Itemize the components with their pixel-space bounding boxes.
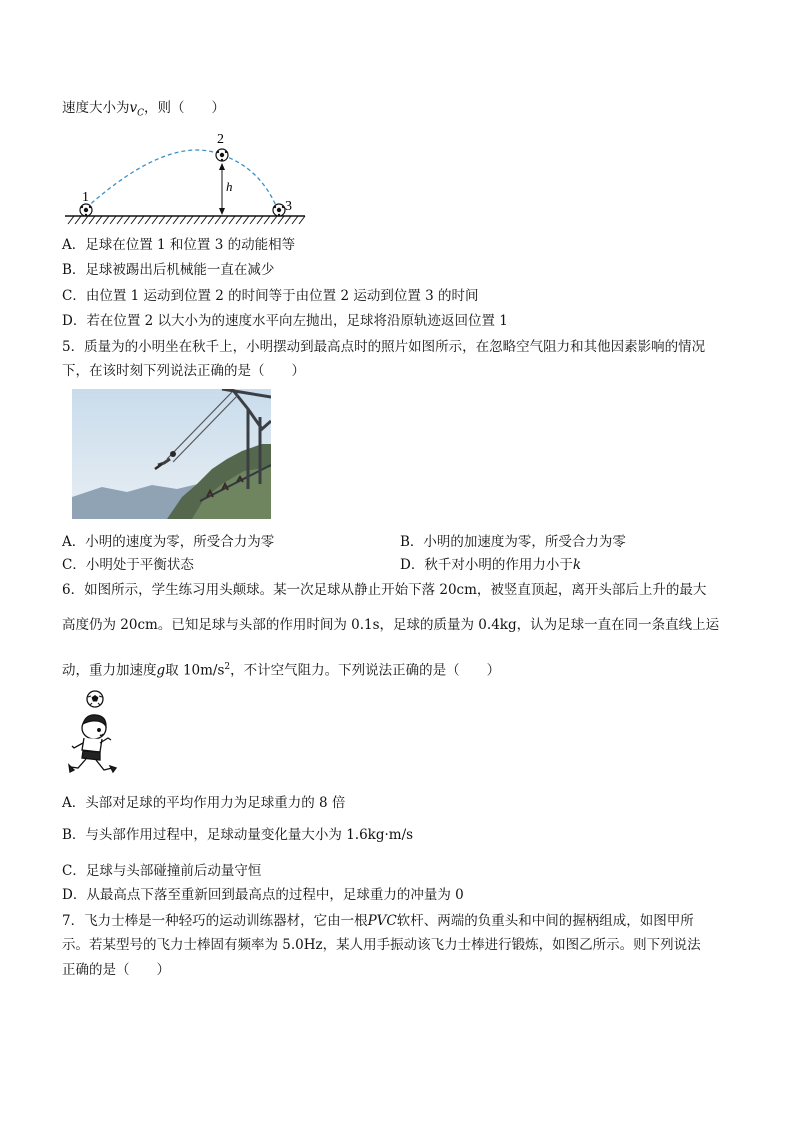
q5-option-d (400, 556, 581, 574)
q4-stem-tail (62, 99, 225, 123)
ball-3-icon (273, 204, 285, 216)
trajectory-curve (86, 150, 277, 208)
q6-option-c: C．足球与头部碰撞前后动量守恒 (62, 863, 262, 879)
q5-option-b: B．小明的加速度为零，所受合力为零 (400, 534, 626, 550)
q5-option-c: C．小明处于平衡状态 (62, 557, 194, 573)
q4-stem-suffix: ，则（ ） (144, 100, 226, 116)
q7-line-1-prefix: 7．飞力士棒是一种轻巧的运动训练器材，它由一根 (62, 913, 368, 929)
gravity-var: g (156, 662, 166, 679)
q6-option-d: D．从最高点下落至重新回到最高点的过程中，足球重力的冲量为 0 (62, 887, 464, 903)
pvc-var: PVC (367, 913, 397, 929)
q7-line-2: 示。若某型号的飞力士棒固有频率为 5.0Hz，某人用手振动该飞力士棒进行锻炼，如图乙所示。则下列说法 (62, 937, 701, 953)
ball-1-icon (80, 204, 92, 216)
q6-line-3-suffix: ，不计空气阻力。下列说法正确的是（ ） (230, 662, 501, 679)
q5-line-2: 下，在该时刻下列说法正确的是（ ） (62, 363, 305, 379)
position-label-1: 1 (82, 190, 89, 205)
heading-ball-figure (62, 688, 122, 788)
q4-option-d: D．若在位置 2 以大小为的速度水平向左抛出，足球将沿原轨迹返回位置 1 (62, 313, 508, 329)
swing-photo (72, 389, 271, 519)
child-icon (69, 715, 116, 772)
height-label: h (226, 179, 233, 194)
position-label-2: 2 (217, 132, 224, 147)
q6-line-2: 高度仍为 20cm。已知足球与头部的作用时间为 0.1s，足球的质量为 0.4kg，认为足球一直在同一条直线上运 (62, 617, 720, 633)
soccer-ball-icon (87, 691, 103, 707)
q6-option-a: A．头部对足球的平均作用力为足球重力的 8 倍 (62, 795, 346, 811)
height-arrow-up-icon (219, 163, 225, 170)
q7-line-1 (62, 912, 694, 930)
q7-line-1-suffix: 软杆、两端的负重头和中间的握柄组成，如图甲所 (396, 913, 694, 929)
q6-line-3-prefix: 动，重力加速度 (62, 662, 157, 679)
q4-option-c: C．由位置 1 运动到位置 2 的时间等于由位置 2 运动到位置 3 的时间 (62, 288, 479, 304)
unit-exponent: 2 (224, 662, 231, 672)
q5-option-d-var: k (572, 557, 582, 573)
position-label-3: 3 (285, 199, 292, 214)
q5-option-a: A．小明的速度为零，所受合力为零 (62, 534, 275, 550)
q7-line-3: 正确的是（ ） (62, 962, 170, 978)
ground-hatching (68, 216, 305, 224)
velocity-sub: C (137, 108, 145, 119)
q5-option-d-text: D．秋千对小明的作用力小于 (400, 557, 573, 573)
q5-line-1: 5．质量为的小明坐在秋千上，小明摆动到最高点时的照片如图所示，在忽略空气阻力和其他因素影响的情况 (62, 339, 706, 355)
q4-option-b: B．足球被踢出后机械能一直在减少 (62, 262, 275, 278)
q4-option-a: A．足球在位置 1 和位置 3 的动能相等 (62, 237, 296, 253)
trajectory-figure (60, 128, 320, 228)
q4-stem-prefix: 速度大小为 (62, 100, 130, 116)
velocity-var: v (129, 100, 138, 116)
ball-2-icon (216, 149, 228, 161)
q6-line-3 (62, 658, 500, 680)
height-arrow-down-icon (219, 208, 225, 215)
q6-option-b: B．与头部作用过程中，足球动量变化量大小为 1.6kg·m/s (62, 827, 414, 843)
q6-line-3-mid: 取 10m/s (165, 662, 225, 679)
q6-line-1: 6．如图所示，学生练习用头颠球。某一次足球从静止开始下落 20cm，被竖直顶起，离开头部后上升的最大 (62, 582, 707, 598)
